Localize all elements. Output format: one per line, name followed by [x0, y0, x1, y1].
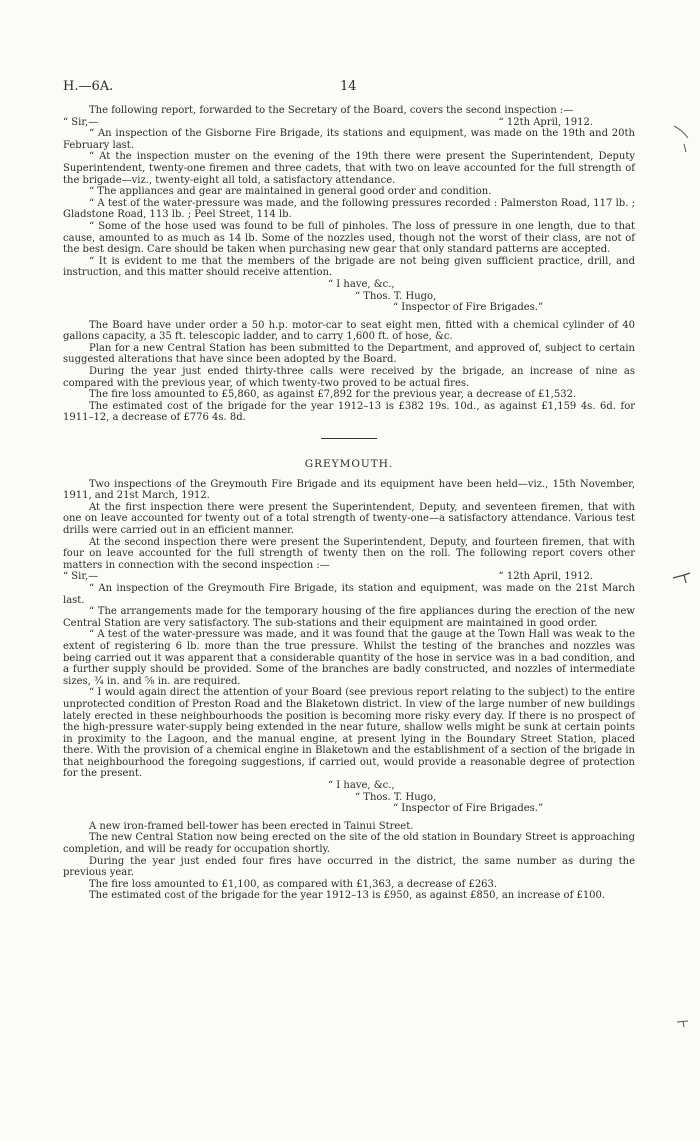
gisborne-closing-paragraph: The fire loss amounted to £5,860, as against £7,892 for the previous year, a decrease of £1,532.	[89, 389, 577, 401]
greymouth-signature	[63, 780, 635, 815]
page-number: 14	[340, 79, 357, 94]
gisborne-report-paragraph: “ An inspection of the Gisborne Fire Brigade, its stations and equipment, was made on the 19th and 20th February last.	[63, 128, 635, 151]
gisborne-report-paragraph: “ A test of the water-pressure was made, and the following pressures recorded : Palmerston Road, 117 lb. ; Gladstone Road, 113 lb. ; Peel Street, 114 lb.	[63, 197, 635, 221]
greymouth-closing-paragraph: The new Central Station now being erected on the site of the old station in Boundary Street is approaching completion, and will be ready for occupation shortly.	[63, 832, 635, 856]
document-code: H.—6A.	[63, 79, 114, 94]
greymouth-salutation: “ Sir,—	[63, 571, 99, 583]
gisborne-closing-paragraph: The Board have under order a 50 h.p. motor-car to seat eight men, fitted with a chemical cylinder of 40 gallons capacity, a 35 ft. telescopic ladder, and to carry 1,600 ft. of hose, &c.	[63, 319, 635, 343]
margin-pencil-mark	[672, 124, 690, 154]
greymouth-intro-paragraph: At the first inspection there were present the Superintendent, Deputy, and seventeen firemen, that with one on leave accounted for twenty out of a total strength of twenty-one—a satisfactory attendance. Various test drills were carried out in an efficient manner.	[63, 501, 635, 536]
signature-have: “ I have, &c.,	[328, 780, 395, 792]
gisborne-report-paragraph: “ At the inspection muster on the evening of the 19th there were present the Superintendent, Deputy Superintendent, twenty-one firemen and three cadets, that with two on leave accounted for the full strength of the brigade—viz., twenty-eight all told, a satisfactory attendance.	[63, 151, 635, 186]
signature-title: “ Inspector of Fire Brigades.”	[393, 302, 544, 314]
greymouth-letter-dateline	[63, 571, 635, 583]
margin-pencil-mark	[672, 571, 692, 585]
signature-have: “ I have, &c.,	[328, 278, 395, 290]
gisborne-closing-paragraph: During the year just ended thirty-three calls were received by the brigade, an increase of nine as compared with the previous year, of which twenty-two proved to be actual fires.	[63, 366, 635, 389]
signature-name: “ Thos. T. Hugo,	[355, 791, 437, 803]
greymouth-report-paragraph: “ A test of the water-pressure was made, and it was found that the gauge at the Town Hall was weak to the extent of registering 6 lb. more than the true pressure. Whilst the testing of the branches and nozzles was being carried out it was apparent that a considerable quantity of the hose in service was in a bad condition, and a further supply should be provided. Some of the branches are badly constructed, and nozzles of intermediate sizes, ¾ in. and ⅝ in. are required.	[63, 629, 635, 687]
page-header	[63, 79, 637, 99]
gisborne-salutation: “ Sir,—	[63, 116, 99, 128]
gisborne-signature	[63, 279, 635, 314]
greymouth-intro-paragraph: Two inspections of the Greymouth Fire Brigade and its equipment have been held—viz., 15th November, 1911, and 21st March, 1912.	[63, 478, 635, 502]
section-divider	[321, 438, 377, 439]
greymouth-report-paragraph: “ The arrangements made for the temporary housing of the fire appliances during the erection of the new Central Station are very satisfactory. The sub-stations and their equipment are maintained in good order.	[63, 606, 635, 629]
greymouth-closing-paragraph: The estimated cost of the brigade for the year 1912–13 is £950, as against £850, an increase of £100.	[89, 890, 606, 902]
gisborne-report-paragraph: “ Some of the hose used was found to be full of pinholes. The loss of pressure in one length, due to that cause, amounted to as much as 14 lb. Some of the nozzles used, though not the worst of their class, are not of the best design. Care should be taken when purchasing new gear that only standard patterns are accepted.	[63, 220, 635, 256]
gisborne-report-paragraph: “ The appliances and gear are maintained in general good order and condition.	[89, 186, 492, 198]
greymouth-letter-date: “ 12th April, 1912.	[498, 571, 593, 583]
gisborne-closing-paragraph: Plan for a new Central Station has been submitted to the Department, and approved of, subject to certain suggested alterations that have since been adopted by the Board.	[63, 342, 635, 366]
gisborne-closing-paragraph: The estimated cost of the brigade for the year 1912–13 is £382 19s. 10d., as against £1,159 4s. 6d. for 1911–12, a decrease of £776 4s. 8d.	[63, 400, 635, 424]
greymouth-closing-paragraph: During the year just ended four fires have occurred in the district, the same number as during the previous year.	[63, 855, 635, 879]
greymouth-closing-paragraph: The fire loss amounted to £1,100, as compared with £1,363, a decrease of £263.	[89, 878, 498, 890]
signature-name: “ Thos. T. Hugo,	[355, 290, 437, 302]
gisborne-report-paragraph: “ It is evident to me that the members of the brigade are not being given sufficient practice, drill, and instruction, and this matter should receive attention.	[63, 255, 635, 279]
greymouth-section-title: GREYMOUTH.	[304, 458, 394, 471]
gisborne-letter-date: “ 12th April, 1912.	[498, 116, 593, 128]
greymouth-closing-paragraph: A new iron-framed bell-tower has been erected in Tainui Street.	[89, 820, 414, 832]
page-body	[63, 105, 635, 902]
signature-title: “ Inspector of Fire Brigades.”	[393, 803, 544, 815]
gisborne-letter-dateline	[63, 117, 635, 129]
gisborne-intro: The following report, forwarded to the Secretary of the Board, covers the second inspection :—	[89, 105, 574, 116]
greymouth-report-paragraph: “ An inspection of the Greymouth Fire Brigade, its station and equipment, was made on the 21st March last.	[63, 582, 635, 606]
greymouth-intro-paragraph: At the second inspection there were present the Superintendent, Deputy, and fourteen firemen, that with four on leave accounted for the full strength of twenty then on the roll. The following report covers other matters in connection with the second inspection :—	[63, 536, 635, 571]
margin-pencil-mark	[676, 1018, 690, 1028]
greymouth-report-paragraph: “ I would again direct the attention of your Board (see previous report relating to the subject) to the entire unprotected condition of Preston Road and the Blaketown district. In view of the large number of new buildings lately erected in these neighbourhoods the position is becoming more risky every day. If there is no prospect of the high-pressure water-supply being extended in the near future, shallow wells might be sunk at certain points in proximity to the Lagoon, and the manual engine, at present lying in the Boundary Street Station, placed there. With the provision of a chemical engine in Blaketown and the establishment of a section of the brigade in that neighbourhood the foregoing suggestions, if carried out, would provide a reasonable degree of protection for the present.	[63, 687, 635, 780]
